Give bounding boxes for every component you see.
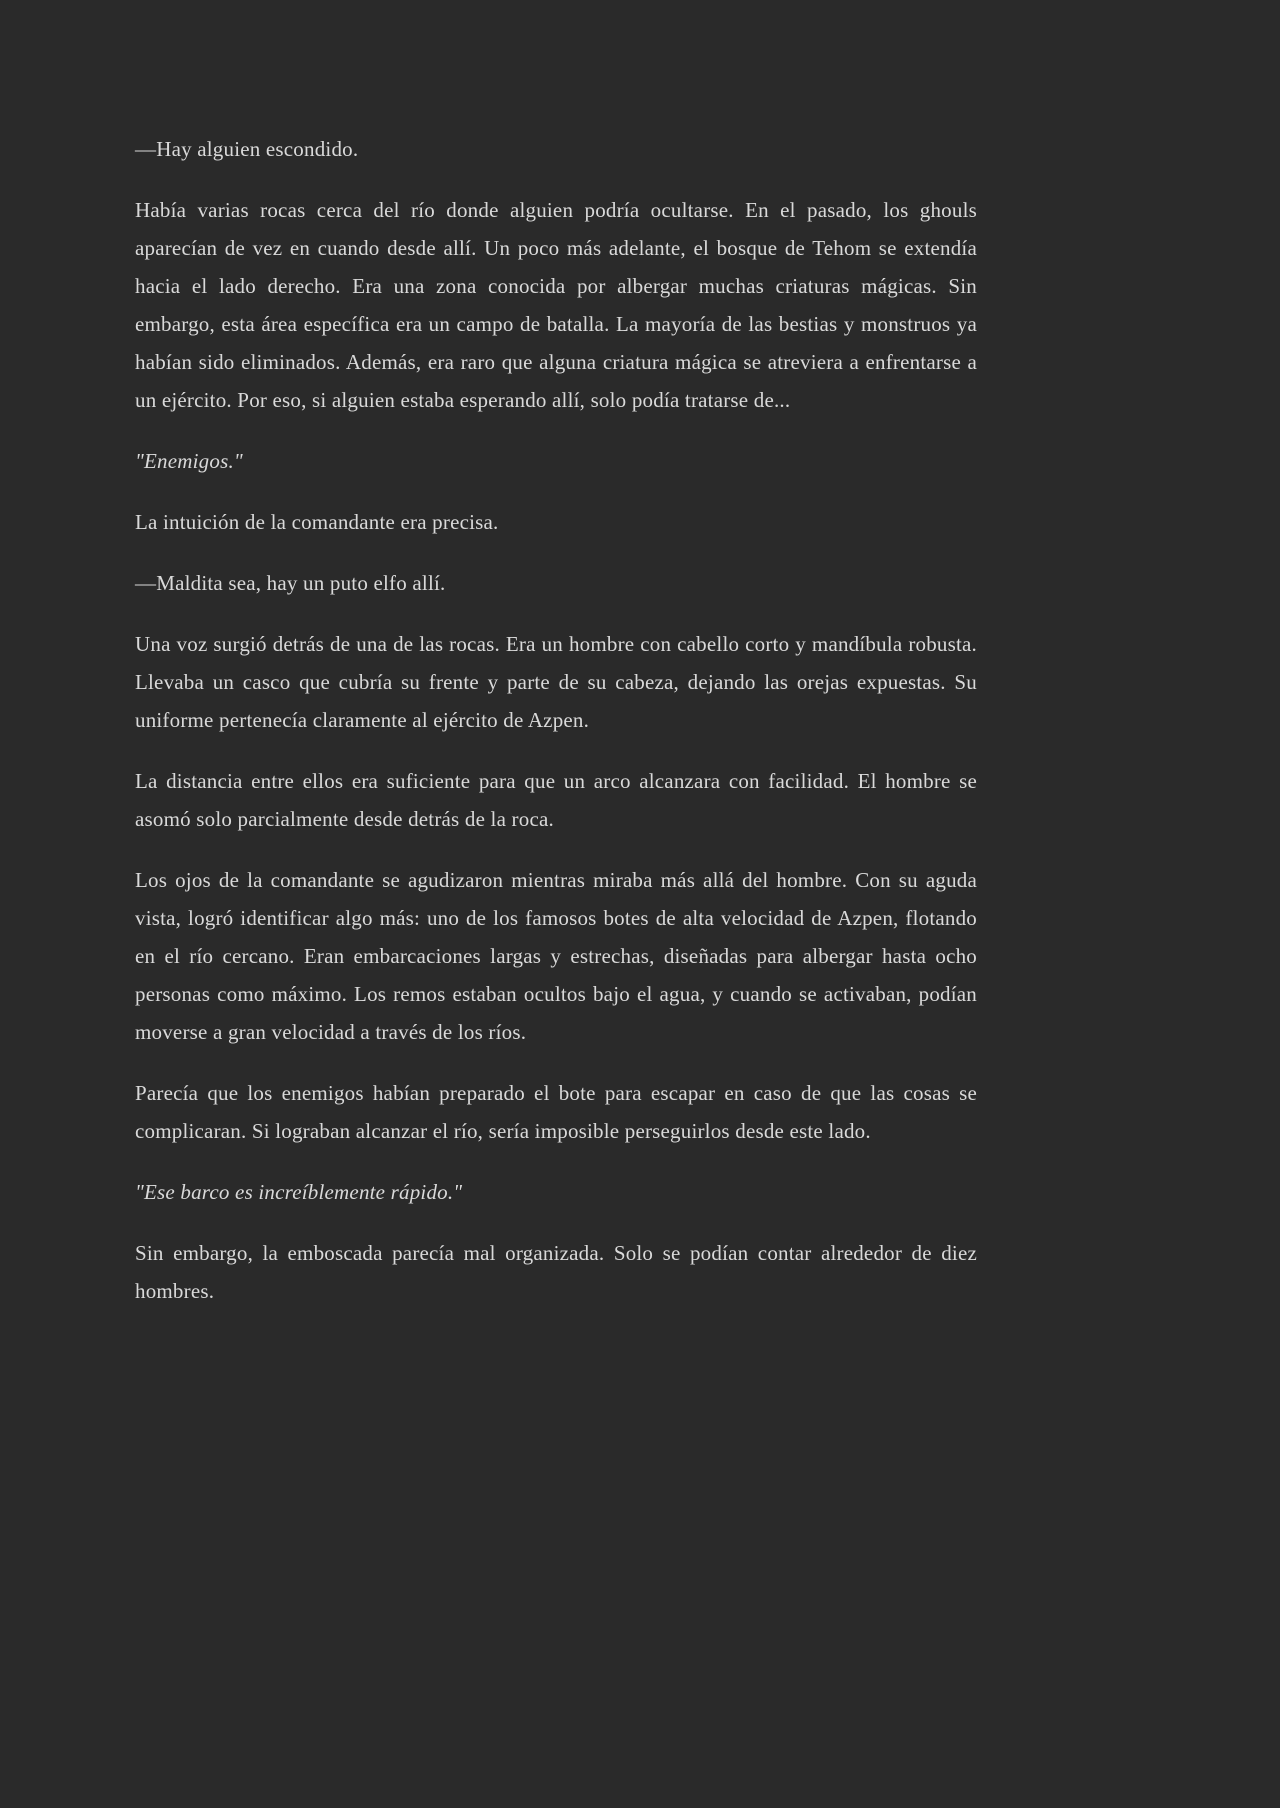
- story-paragraph: Había varias rocas cerca del río donde alguien podría ocultarse. En el pasado, los ghouls aparecían de vez en cuando desde allí. Un poco más adelante, el bosque de Tehom se extendía hacia el lado derecho. Era una zona conocida por albergar muchas criaturas mágicas. Sin embargo, esta área específica era un campo de batalla. La mayoría de las bestias y monstruos ya habían sido eliminados. Además, era raro que alguna criatura mágica se atreviera a enfrentarse a un ejército. Por eso, si alguien estaba esperando allí, solo podía tratarse de...: [135, 198, 977, 412]
- story-paragraph: Una voz surgió detrás de una de las rocas. Era un hombre con cabello corto y mandíbula robusta. Llevaba un casco que cubría su frente y parte de su cabeza, dejando las orejas expuestas. Su uniforme pertenecía claramente al ejército de Azpen.: [135, 632, 977, 732]
- inner-thought-paragraph: "Ese barco es increíblemente rápido.": [135, 1180, 463, 1204]
- story-paragraph: Parecía que los enemigos habían preparado el bote para escapar en caso de que las cosas se complicaran. Si lograban alcanzar el río, sería imposible perseguirlos desde este lado.: [135, 1081, 977, 1143]
- inner-thought-paragraph: "Enemigos.": [135, 449, 243, 473]
- story-paragraph: La distancia entre ellos era suficiente para que un arco alcanzara con facilidad. El hombre se asomó solo parcialmente desde detrás de la roca.: [135, 769, 977, 831]
- story-paragraph: Los ojos de la comandante se agudizaron mientras miraba más allá del hombre. Con su aguda vista, logró identificar algo más: uno de los famosos botes de alta velocidad de Azpen, flotando en el río cercano. Eran embarcaciones largas y estrechas, diseñadas para albergar hasta ocho personas como máximo. Los remos estaban ocultos bajo el agua, y cuando se activaban, podían moverse a gran velocidad a través de los ríos.: [135, 868, 977, 1044]
- story-paragraph: Sin embargo, la emboscada parecía mal organizada. Solo se podían contar alrededor de diez hombres.: [135, 1241, 977, 1303]
- story-paragraph: —Maldita sea, hay un puto elfo allí.: [135, 571, 446, 595]
- page-content: [135, 130, 977, 1333]
- story-paragraph: La intuición de la comandante era precisa.: [135, 510, 499, 534]
- story-paragraph: —Hay alguien escondido.: [135, 137, 359, 161]
